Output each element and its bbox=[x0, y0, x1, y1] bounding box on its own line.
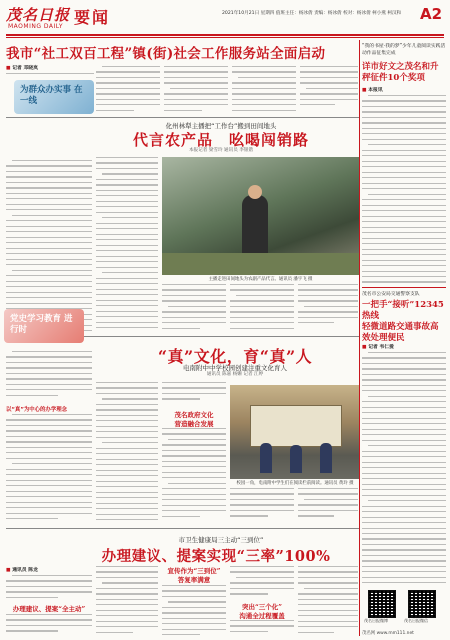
footer-url: 茂名网 www.mm111.net bbox=[362, 631, 414, 636]
article-2-badge: 为群众办实事 在一线 bbox=[14, 80, 94, 114]
article-3-subhead: 电南附中中学校园创建注重文化育人 bbox=[183, 364, 287, 372]
article-1-column-4 bbox=[232, 66, 296, 116]
article-1-column-3 bbox=[164, 66, 228, 116]
article-4-column-3 bbox=[162, 585, 226, 638]
qr-caption-weibo: 茂名日报微博 bbox=[364, 618, 388, 623]
sidebar-article-1-byline: ■ 本报讯 bbox=[362, 88, 383, 93]
article-2-column-4 bbox=[230, 284, 294, 334]
sidebar-article-1-text bbox=[362, 95, 446, 285]
article-4-column-4b bbox=[230, 620, 294, 638]
article-2-column-5 bbox=[298, 284, 358, 334]
article-2-column-1 bbox=[6, 118, 92, 333]
photo-person bbox=[242, 195, 268, 255]
article-1-column-5 bbox=[300, 66, 358, 116]
article-3-column-2 bbox=[96, 382, 158, 522]
article-1-headline: 我市“社工双百工程”镇(街)社会工作服务站全面启动 bbox=[6, 46, 326, 62]
article-4-column-2 bbox=[96, 566, 158, 638]
sidebar-article-2-text bbox=[362, 352, 446, 584]
article-3-column-5 bbox=[298, 488, 358, 522]
sidebar-article-2-kicker: 茂名市公安局交通警察支队 bbox=[362, 292, 420, 297]
sidebar-article-2-headline: 一把手“接听”12345热线 轻微道路交通事故高效处理便民 bbox=[362, 300, 444, 343]
sidebar-article-1-headline: 详市好文之茂名和升秤征件10个奖项 bbox=[362, 62, 439, 83]
article-2-subhead: 化州林犁主播把“工作台”搬到田间地头 bbox=[165, 122, 277, 130]
newspaper-logo-english: MAOMING DAILY bbox=[8, 23, 63, 30]
article-4-column-5 bbox=[298, 566, 358, 638]
qr-code-wechat[interactable] bbox=[408, 590, 436, 618]
article-3-photo bbox=[230, 385, 360, 479]
article-3-byline: 通讯员 陈嘉 杨姗 记者 江婷 bbox=[206, 372, 264, 377]
article-2-column-3 bbox=[162, 284, 226, 334]
masthead-rule bbox=[6, 34, 444, 36]
qr-caption-wechat: 茂名日报微信 bbox=[404, 618, 428, 623]
article-1-column-2 bbox=[96, 66, 160, 116]
article-1-lead-text bbox=[6, 73, 94, 80]
sidebar-article-1-kicker: “我的书屋·我的梦”少年儿童阅读实践活动作品征集完成 bbox=[362, 44, 446, 56]
mini-headline-3: 突出“三个化” 沟通全过程覆盖 bbox=[239, 603, 285, 620]
photo-student bbox=[320, 443, 332, 473]
section-title: 要闻 bbox=[74, 8, 111, 27]
mini-headline-4: 茂名政府文化 营造融合发展 bbox=[174, 411, 214, 428]
article-4-column-1a bbox=[6, 575, 92, 603]
photo-field bbox=[162, 253, 359, 275]
article-4-column-4a bbox=[230, 566, 294, 600]
divider bbox=[362, 287, 446, 288]
masthead-rule-thin bbox=[6, 37, 444, 38]
article-2-photo-caption: 主播走进田间地头为农副产品代言。通讯员 潘宇飞 摄 bbox=[208, 277, 313, 282]
article-3-photo-caption: 校园一角，电南附中学生们在阅读栏前阅读。通讯员 黄玲 摄 bbox=[236, 481, 354, 486]
article-4-column-1b bbox=[6, 614, 92, 638]
article-3-section-label: 以“真”为中心的办学理念 bbox=[6, 407, 67, 413]
mini-headline-1: 办理建议、提案“全主动” bbox=[12, 605, 86, 613]
qr-code-weibo[interactable] bbox=[368, 590, 396, 618]
article-3-column-3b bbox=[162, 428, 226, 522]
newspaper-logo: 茂名日报 bbox=[6, 6, 71, 24]
photo-person-head bbox=[248, 185, 262, 199]
article-2-headline: 代言农产品 吆喝闯销路 bbox=[132, 131, 309, 149]
issue-info: 2021年10月21日 星期四 值班主任：杨冰倩 责编：杨冰倩 校对：杨冰倩 柯小燕 柯汉和 bbox=[222, 11, 402, 16]
article-3-badge: 党史学习教育 进行时 bbox=[4, 309, 84, 343]
article-4-kicker: 市卫生健康局三主动“三到位” bbox=[178, 536, 264, 544]
sidebar-divider bbox=[359, 40, 360, 636]
article-3-column-1b bbox=[6, 414, 92, 522]
article-4-headline: 办理建议、提案实现“三率”100% bbox=[101, 548, 331, 565]
divider bbox=[6, 528, 360, 529]
article-2-byline: 本报记者 梁雪玲 通讯员 李银锴 bbox=[188, 148, 254, 153]
article-1-byline: ■ 记者 邓晓岚 bbox=[6, 66, 38, 71]
page-number: A2 bbox=[420, 5, 443, 23]
mini-headline-2: 宣传作为“三到位” 答复率满意 bbox=[167, 567, 221, 584]
article-3-column-1a bbox=[6, 345, 92, 405]
article-3-headline: “真”文化，育“真”人 bbox=[157, 347, 313, 366]
photo-reading-board bbox=[250, 405, 342, 447]
article-3-column-3a bbox=[162, 382, 226, 406]
article-2-photo bbox=[162, 157, 359, 275]
photo-student bbox=[260, 443, 272, 473]
photo-student bbox=[290, 445, 302, 473]
article-4-byline: ■ 通讯员 陈龙 bbox=[6, 568, 38, 573]
article-2-column-2 bbox=[96, 157, 158, 333]
article-3-column-4 bbox=[230, 488, 294, 522]
sidebar-article-2-byline: ■ 记者 韦仁爱 bbox=[362, 345, 394, 350]
